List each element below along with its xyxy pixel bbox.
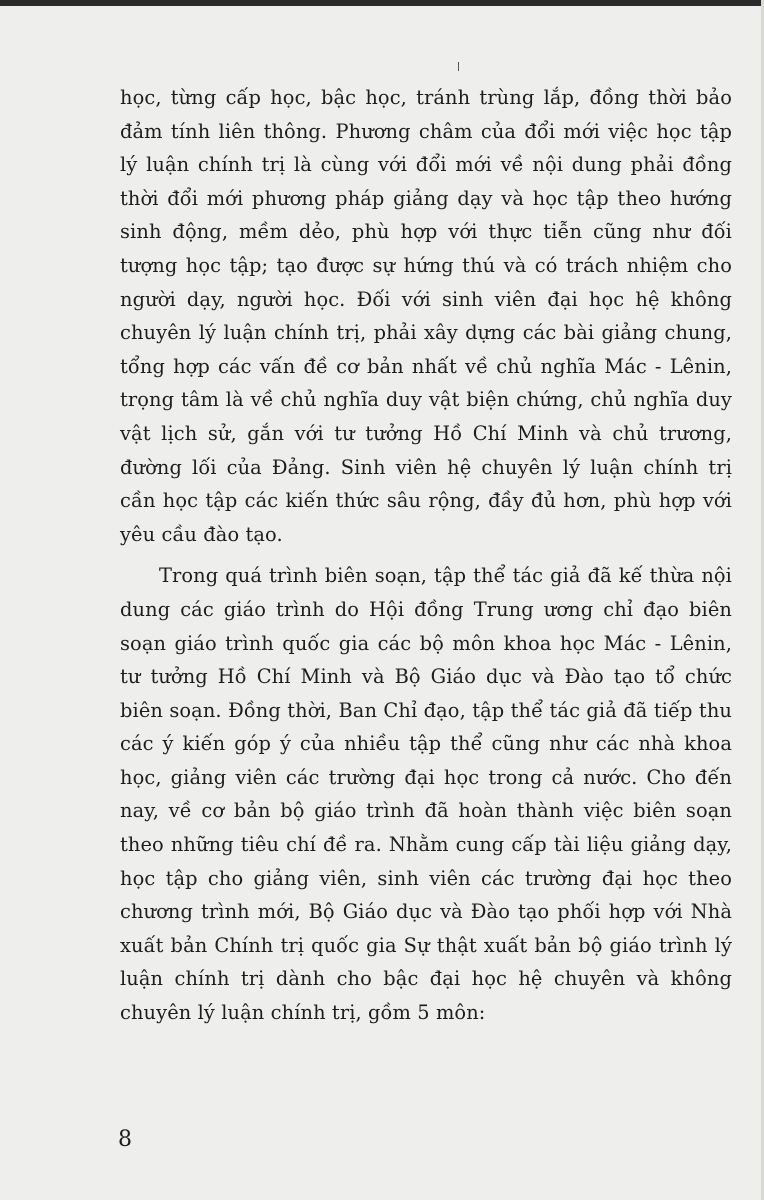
paragraph-compilation: Trong quá trình biên soạn, tập thể tác giả đã kế thừa nội dung các giáo trình do Hội đồng Trung ương chỉ đạo biên soạn giáo trình quốc gia các bộ môn khoa học Mác - Lênin, tư tưởng Hồ Chí Minh và Bộ Giáo dục và Đào tạo tổ chức biên soạn. Đồng thời, Ban Chỉ đạo, tập thể tác giả đã tiếp thu các ý kiến góp ý của nhiều tập thể cũng như các nhà khoa học, giảng viên các trường đại học trong cả nước. Cho đến nay, về cơ bản bộ giáo trình đã hoàn thành việc biên soạn theo những tiêu chí đề ra. Nhằm cung cấp tài liệu giảng dạy, học tập cho giảng viên, sinh viên các trường đại học theo chương trình mới, Bộ Giáo dục và Đào tạo phối hợp với Nhà xuất bản Chính trị quốc gia Sự thật xuất bản bộ giáo trình lý luận chính trị dành cho bậc đại học hệ chuyên và không chuyên lý luận chính trị, gồm 5 môn: <box>120 564 732 1025</box>
document-body <box>120 81 732 1030</box>
paragraph-continuation: học, từng cấp học, bậc học, tránh trùng lắp, đồng thời bảo đảm tính liên thông. Phương châm của đổi mới việc học tập lý luận chính trị là cùng với đổi mới về nội dung phải đồng thời đổi mới phương pháp giảng dạy và học tập theo hướng sinh động, mềm dẻo, phù hợp với thực tiễn cũng như đối tượng học tập; tạo được sự hứng thú và có trách nhiệm cho người dạy, người học. Đối với sinh viên đại học hệ không chuyên lý luận chính trị, phải xây dựng các bài giảng chung, tổng hợp các vấn đề cơ bản nhất về chủ nghĩa Mác - Lênin, trọng tâm là về chủ nghĩa duy vật biện chứng, chủ nghĩa duy vật lịch sử, gắn với tư tưởng Hồ Chí Minh và chủ trương, đường lối của Đảng. Sinh viên hệ chuyên lý luận chính trị cần học tập các kiến thức sâu rộng, đầy đủ hơn, phù hợp với yêu cầu đào tạo. <box>120 86 732 546</box>
page-number: 8 <box>118 1127 132 1152</box>
page-top-edge <box>0 0 764 6</box>
print-mark <box>458 62 459 71</box>
